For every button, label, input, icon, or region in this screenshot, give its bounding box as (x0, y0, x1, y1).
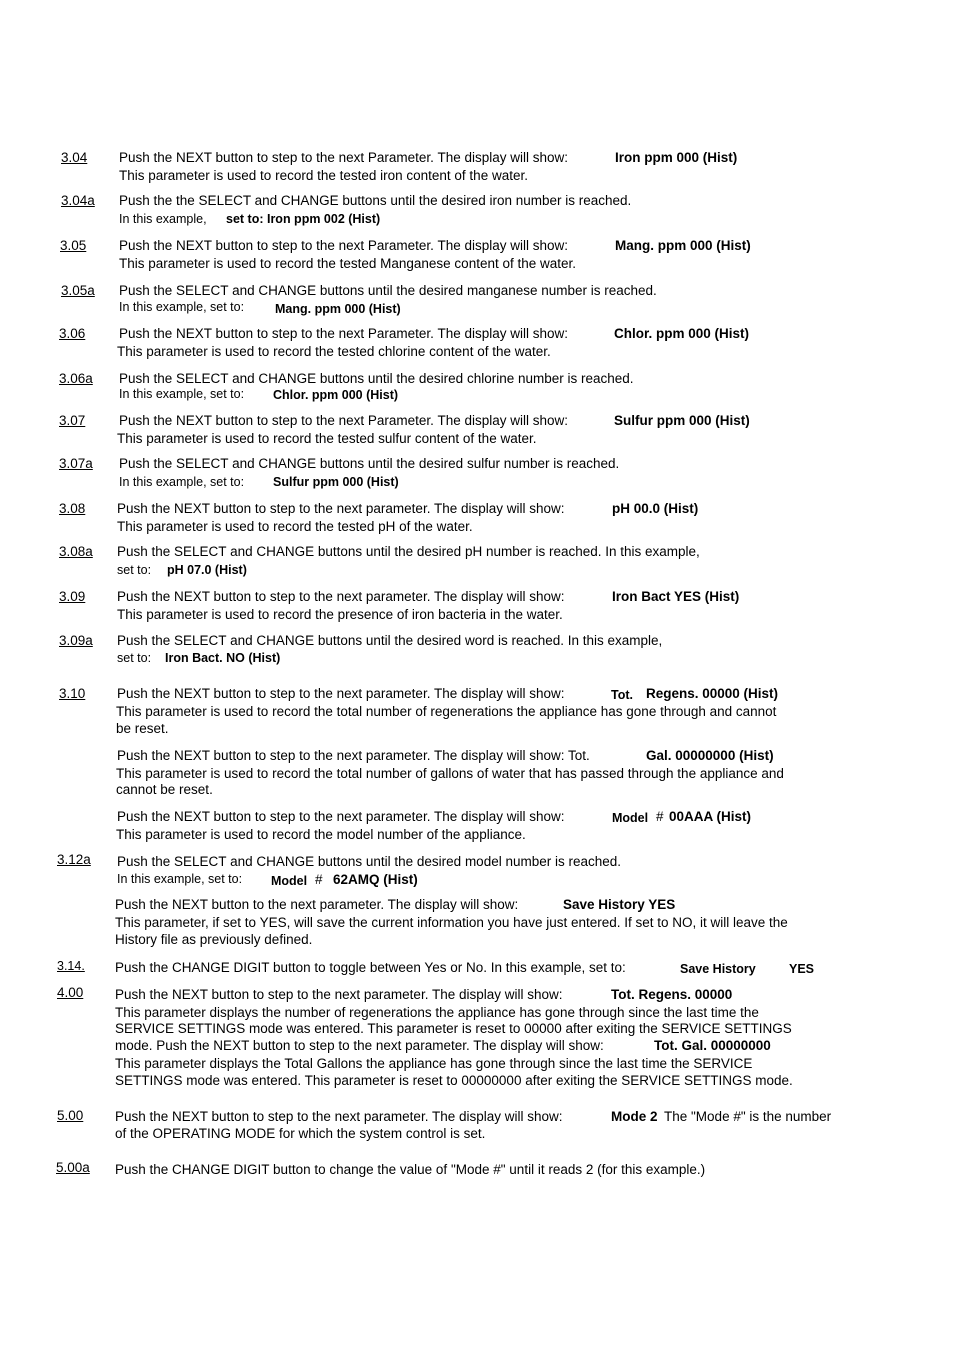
display-value-2: Tot. Gal. 00000000 (654, 1038, 771, 1053)
step-instruction: Push the NEXT button to step to the next parameter. The display will show: (117, 589, 565, 604)
step-description: This parameter is used to record the total number of gallons of water that has passed through the appliance and (116, 766, 784, 781)
step-instruction-tail: The "Mode #" is the number (664, 1109, 832, 1124)
step-number: 3.06 (59, 326, 86, 341)
step-number: 3.14. (57, 959, 85, 973)
display-hash: # (315, 872, 323, 887)
example-label: In this example, set to: (119, 475, 245, 489)
step-number: 3.08a (59, 544, 93, 559)
display-prefix: Model (271, 874, 308, 888)
step-instruction: Push the NEXT button to step to the next Parameter. The display will show: (119, 150, 568, 165)
step-instruction: Push the NEXT button to the next parameter. The display will show: (115, 897, 519, 912)
step-description: This parameter is used to record the model number of the appliance. (116, 827, 526, 842)
step-description-cont: SERVICE SETTINGS mode was entered. This parameter is reset to 00000 after exiting the SERVICE SETTINGS (115, 1021, 792, 1036)
step-instruction: Push the SELECT and CHANGE buttons until the desired sulfur number is reached. (119, 456, 620, 471)
display-value: Mang. ppm 000 (Hist) (275, 302, 401, 316)
example-label: set to: (117, 563, 152, 577)
step-number: 3.04a (61, 193, 95, 208)
step-description-cont: be reset. (116, 721, 169, 736)
step-instruction: Push the NEXT button to step to the next parameter. The display will show: (115, 987, 563, 1002)
step-description-cont: This parameter displays the Total Gallons the appliance has gone through since the last time the SERVICE (115, 1056, 753, 1071)
display-value: Iron Bact. NO (Hist) (165, 651, 281, 665)
step-number: 3.05a (61, 283, 95, 298)
step-description-cont: cannot be reset. (116, 782, 213, 797)
display-prefix: Model (612, 811, 649, 825)
step-number: 3.04 (61, 150, 88, 165)
display-value: set to: Iron ppm 002 (Hist) (226, 212, 381, 226)
display-value: Save History YES (563, 897, 676, 912)
step-description: of the OPERATING MODE for which the system control is set. (115, 1126, 486, 1141)
display-value: Sulfur ppm 000 (Hist) (614, 413, 750, 428)
step-number: 3.09a (59, 633, 93, 648)
display-value: 00AAA (Hist) (669, 809, 752, 824)
example-label: In this example, set to: (119, 387, 245, 401)
example-label: In this example, set to: (117, 872, 243, 886)
display-value: Sulfur ppm 000 (Hist) (273, 475, 399, 489)
step-instruction: Push the NEXT button to step to the next parameter. The display will show: (117, 809, 565, 824)
display-value: Tot. Regens. 00000 (611, 987, 733, 1002)
step-instruction: Push the NEXT button to step to the next parameter. The display will show: (117, 686, 565, 701)
step-instruction: Push the NEXT button to step to the next Parameter. The display will show: (119, 326, 568, 341)
example-label: In this example, (119, 212, 207, 226)
step-instruction: Push the SELECT and CHANGE buttons until the desired pH number is reached. In this example, (117, 544, 700, 559)
display-value: pH 07.0 (Hist) (167, 563, 247, 577)
display-value: Gal. 00000000 (Hist) (646, 748, 774, 763)
step-number: 3.07 (59, 413, 86, 428)
step-instruction: Push the NEXT button to step to the next Parameter. The display will show: (119, 238, 568, 253)
step-number: 3.09 (59, 589, 86, 604)
display-value: 62AMQ (Hist) (333, 872, 418, 887)
step-description: This parameter is used to record the tested pH of the water. (117, 519, 473, 534)
step-number: 5.00a (56, 1160, 90, 1175)
step-description: This parameter is used to record the total number of regenerations the appliance has gone through and cannot (116, 704, 777, 719)
display-value: Mode 2 (611, 1109, 658, 1124)
step-description: This parameter is used to record the tested sulfur content of the water. (117, 431, 537, 446)
step-instruction: Push the the SELECT and CHANGE buttons until the desired iron number is reached. (119, 193, 632, 208)
step-description: This parameter, if set to YES, will save the current information you have just entered. If set to NO, it will leave the (115, 915, 788, 930)
display-value-2: YES (789, 962, 815, 976)
step-instruction: Push the NEXT button to step to the next parameter. The display will show: (117, 501, 565, 516)
step-instruction: Push the NEXT button to step to the next parameter. The display will show: (115, 1109, 563, 1124)
step-number: 4.00 (57, 985, 84, 1000)
display-value: Iron ppm 000 (Hist) (615, 150, 738, 165)
step-description: This parameter is used to record the tested Manganese content of the water. (119, 256, 577, 271)
step-instruction: Push the SELECT and CHANGE buttons until the desired word is reached. In this example, (117, 633, 663, 648)
step-number: 5.00 (57, 1108, 84, 1123)
step-description-cont: SETTINGS mode was entered. This parameter is reset to 00000000 after exiting the SERVICE SETTINGS mode. (115, 1073, 793, 1088)
step-description-cont: mode. Push the NEXT button to step to the next parameter. The display will show: (115, 1038, 604, 1053)
display-prefix: Tot. (611, 688, 633, 702)
step-instruction: Push the SELECT and CHANGE buttons until the desired model number is reached. (117, 854, 622, 869)
display-value: Chlor. ppm 000 (Hist) (273, 388, 399, 402)
step-instruction: Push the SELECT and CHANGE buttons until the desired manganese number is reached. (119, 283, 657, 298)
step-number: 3.05 (60, 238, 87, 253)
step-instruction: Push the NEXT button to step to the next parameter. The display will show: Tot. (117, 748, 590, 763)
step-description: This parameter is used to record the presence of iron bacteria in the water. (117, 607, 563, 622)
display-hash: # (656, 809, 664, 824)
display-value: Regens. 00000 (Hist) (646, 686, 779, 701)
step-number: 3.12a (57, 852, 91, 867)
step-instruction: Push the NEXT button to step to the next Parameter. The display will show: (119, 413, 568, 428)
step-instruction: Push the CHANGE DIGIT button to change the value of "Mode #" until it reads 2 (for this example.) (115, 1162, 706, 1177)
step-instruction: Push the CHANGE DIGIT button to toggle between Yes or No. In this example, set to: (115, 960, 626, 975)
step-instruction: Push the SELECT and CHANGE buttons until the desired chlorine number is reached. (119, 371, 634, 386)
step-description-cont: History file as previously defined. (115, 932, 313, 947)
step-number: 3.08 (59, 501, 86, 516)
step-number: 3.06a (59, 371, 93, 386)
step-number: 3.10 (59, 686, 86, 701)
display-value: Mang. ppm 000 (Hist) (615, 238, 751, 253)
example-label: set to: (117, 651, 152, 665)
example-label: In this example, set to: (119, 300, 245, 314)
display-value: Chlor. ppm 000 (Hist) (614, 326, 750, 341)
step-description: This parameter is used to record the tested chlorine content of the water. (117, 344, 551, 359)
step-description: This parameter is used to record the tested iron content of the water. (119, 168, 528, 183)
step-description: This parameter displays the number of regenerations the appliance has gone through since the last time the (115, 1005, 759, 1020)
display-value: Save History (680, 962, 756, 976)
display-value: Iron Bact YES (Hist) (612, 589, 740, 604)
step-number: 3.07a (59, 456, 93, 471)
display-value: pH 00.0 (Hist) (612, 501, 699, 516)
